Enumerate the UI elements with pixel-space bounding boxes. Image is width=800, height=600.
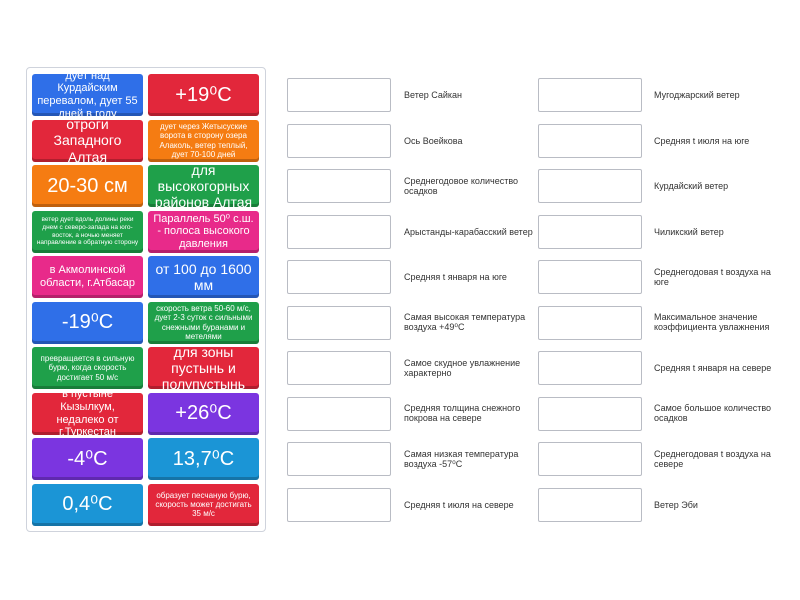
- answer-tile[interactable]: [32, 347, 143, 389]
- answer-tile-text: скорость ветра 50-60 м/с, дует 2-3 суток с сильными снежными буранами и метелями: [154, 304, 253, 341]
- target-label: Ось Воейкова: [404, 135, 463, 146]
- target-label: Ветер Эби: [654, 499, 698, 510]
- target-label: Максимальное значение коэффициента увлажнения: [654, 312, 770, 333]
- target-label: Арыстанды-карабасский ветер: [404, 226, 533, 237]
- answer-tile[interactable]: [148, 343, 259, 393]
- answer-tile[interactable]: [148, 302, 259, 344]
- target-label: Чиликский ветер: [654, 226, 724, 237]
- answer-tile-text: -19⁰С: [61, 311, 114, 333]
- drop-slot[interactable]: [538, 260, 642, 294]
- answer-tile[interactable]: [148, 74, 259, 116]
- drop-slot[interactable]: [287, 488, 391, 522]
- answer-tile[interactable]: [32, 116, 143, 165]
- target-label: Среднегодовое количество осадков: [404, 175, 519, 196]
- target-label: Средняя t января на юге: [404, 272, 507, 282]
- target-label: Мугоджарский ветер: [654, 90, 740, 100]
- target-label: Среднегодовая t воздуха на севере: [654, 448, 771, 469]
- drop-slot[interactable]: [538, 215, 642, 249]
- drop-slot[interactable]: [287, 78, 391, 112]
- answer-tile-text: +19⁰С: [175, 83, 232, 106]
- answer-tile-text: в Акмолинской области, г.Атбасар: [39, 264, 135, 289]
- drop-slot[interactable]: [538, 488, 642, 522]
- answer-tile-text: образует песчаную бурю, скорость может достигать 35 м/с: [155, 490, 252, 519]
- target-label: Средняя t июля на севере: [404, 499, 514, 510]
- answer-tile-text: превращается в сильную бурю, когда скорость достигает 50 м/с: [40, 354, 135, 382]
- target-label: Средняя t января на севере: [654, 363, 772, 373]
- target-label: Самая высокая температура воздуха +49⁰С: [404, 312, 526, 333]
- drop-slot[interactable]: [538, 351, 642, 385]
- drop-slot[interactable]: [287, 306, 391, 340]
- target-label: Самая низкая температура воздуха -57⁰С: [404, 448, 519, 469]
- answer-tile-text: отроги Западного Алтая: [53, 116, 122, 165]
- answer-tile-text: 13,7⁰С: [172, 447, 235, 470]
- answer-tile[interactable]: [148, 484, 259, 526]
- answer-tile[interactable]: [148, 438, 259, 480]
- answer-tile-text: +26⁰С: [175, 402, 232, 424]
- target-label: Самое скудное увлажнение характерно: [404, 357, 521, 378]
- drop-slot[interactable]: [538, 78, 642, 112]
- answer-tile[interactable]: [32, 256, 143, 298]
- target-label: Среднегодовая t воздуха на юге: [654, 266, 771, 287]
- answer-tile-text: 20-30 см: [47, 174, 128, 197]
- answer-tile-text: для зоны пустынь и полупустынь: [161, 343, 246, 393]
- drop-slot[interactable]: [287, 397, 391, 431]
- answer-tile[interactable]: [148, 256, 259, 298]
- answer-tile-text: Параллель 50⁰ с.ш. - полоса высокого давления: [153, 212, 254, 250]
- drop-slot[interactable]: [287, 169, 391, 203]
- target-label: Средняя толщина снежного покрова на севере: [404, 403, 521, 424]
- answer-tile[interactable]: [32, 484, 143, 526]
- drop-slot[interactable]: [287, 260, 391, 294]
- answer-tile-text: ветер дует вдоль долины реки днем с северо-запада на юго-восток, а ночью меняет направление в обратную сторону: [36, 215, 139, 247]
- answer-tile[interactable]: [148, 120, 259, 162]
- answer-tile[interactable]: [32, 211, 143, 253]
- answer-tile[interactable]: [148, 393, 259, 435]
- target-label: Самое большое количество осадков: [654, 403, 772, 424]
- drop-slot[interactable]: [538, 442, 642, 476]
- target-label: Ветер Сайкан: [404, 90, 462, 100]
- drop-slot[interactable]: [538, 306, 642, 340]
- answer-tile-text: 0,4⁰С: [62, 493, 113, 515]
- answer-tile[interactable]: [32, 302, 143, 344]
- answer-tile-text: -4⁰С: [67, 447, 108, 470]
- answer-tile-text: для высокогорных районов Алтая: [154, 161, 253, 211]
- answer-tile[interactable]: [32, 438, 143, 480]
- answer-tile-text: от 100 до 1600 мм: [155, 260, 252, 293]
- drop-slot[interactable]: [287, 442, 391, 476]
- target-label: Средняя t июля на юге: [654, 135, 750, 146]
- answer-tile[interactable]: [32, 165, 143, 207]
- drop-slot[interactable]: [287, 351, 391, 385]
- answer-tile[interactable]: [148, 161, 259, 211]
- drop-slot[interactable]: [538, 169, 642, 203]
- drop-slot[interactable]: [538, 397, 642, 431]
- answer-tile-text: дует над Курдайским перевалом, дует 55 дней в году: [37, 69, 138, 120]
- drop-slot[interactable]: [287, 215, 391, 249]
- answer-tile[interactable]: [148, 211, 259, 253]
- drop-slot[interactable]: [538, 124, 642, 158]
- drop-slot[interactable]: [287, 124, 391, 158]
- answer-tile-text: в пустыне Кызылкум, недалеко от г.Туркестан: [56, 388, 119, 439]
- target-label: Курдайский ветер: [654, 181, 729, 191]
- answer-tile[interactable]: [32, 69, 143, 120]
- answer-tile-text: дует через Жетысуские ворота в сторону озера Алаколь, ветер теплый, дует 70-100 дней: [159, 122, 248, 159]
- answer-tile[interactable]: [32, 388, 143, 439]
